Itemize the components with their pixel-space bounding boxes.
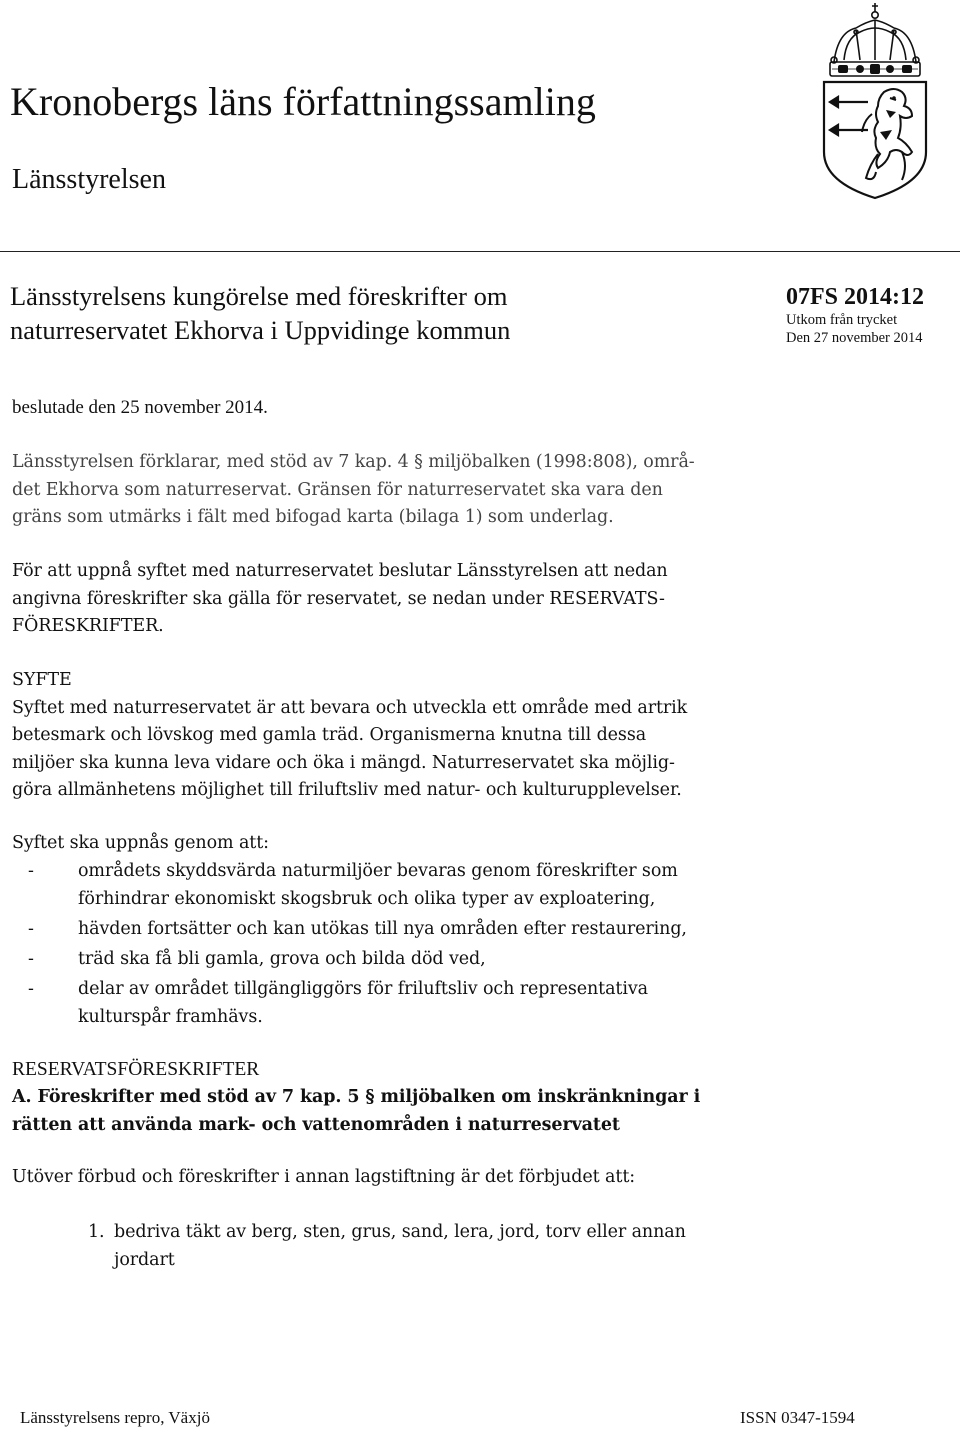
prohibited-list — [0, 1219, 960, 1279]
list-item-text: bedriva täkt av berg, sten, grus, sand, lera, jord, torv eller annan — [114, 1222, 686, 1242]
syfte-means-intro: Syftet ska uppnås genom att: — [12, 833, 269, 853]
reservat-heading: RESERVATSFÖRESKRIFTER — [12, 1059, 260, 1080]
declaration-line: det Ekhorva som naturreservat. Gränsen för naturreservatet ska vara den — [12, 479, 663, 500]
statute-reference — [786, 283, 924, 347]
declaration-paragraph — [12, 449, 695, 532]
issuer-name: Länsstyrelsen — [12, 164, 166, 195]
regulation-subject — [10, 279, 510, 347]
purpose-intro-line: FÖRESKRIFTER. — [12, 616, 164, 636]
syfte-means-list — [0, 858, 960, 1038]
syfte-section — [12, 667, 687, 805]
publication-date: Den 27 november 2014 — [786, 330, 923, 346]
footer-printer: Länsstyrelsens repro, Växjö — [20, 1408, 210, 1427]
declaration-line: Länsstyrelsen förklarar, med stöd av 7 kap. 4 § miljöbalken (1998:808), områ- — [12, 452, 695, 472]
statute-number: 07FS 2014:12 — [786, 284, 924, 310]
list-item-text: jordart — [114, 1249, 175, 1270]
section-a-heading — [12, 1084, 700, 1139]
purpose-intro-line: För att uppnå syftet med naturreservatet beslutar Länsstyrelsen att nedan — [12, 561, 668, 581]
purpose-intro-paragraph — [12, 558, 668, 641]
list-number: 1. — [88, 1222, 105, 1242]
printed-note: Utkom från trycket — [786, 312, 898, 328]
list-item-text: träd ska få bli gamla, grova och bilda död ved, — [78, 949, 486, 969]
decision-date: beslutade den 25 november 2014. — [12, 397, 268, 418]
section-a-line: A. Föreskrifter med stöd av 7 kap. 5 § miljöbalken om inskränkningar i — [12, 1087, 701, 1107]
syfte-line: betesmark och lövskog med gamla träd. Organismerna knutna till dessa — [12, 725, 647, 745]
subject-line-1: Länsstyrelsens kungörelse med föreskrifter om — [10, 281, 508, 311]
list-item-text: delar av området tillgängliggörs för friluftsliv och representativa — [78, 979, 648, 999]
syfte-line: göra allmänhetens möjlighet till friluftsliv med natur- och kulturupplevelser. — [12, 780, 682, 800]
list-item-text: kulturspår framhävs. — [78, 1006, 263, 1027]
declaration-line: gräns som utmärks i fält med bifogad karta (bilaga 1) som underlag. — [12, 507, 614, 527]
header-divider — [0, 251, 960, 252]
syfte-line: miljöer ska kunna leva vidare och öka i mängd. Naturreservatet ska möjlig- — [12, 752, 675, 773]
syfte-line: Syftet med naturreservatet är att bevara och utveckla ett område med artrik — [12, 697, 688, 718]
list-dash: - — [28, 861, 34, 881]
prohibited-intro: Utöver förbud och föreskrifter i annan lagstiftning är det förbjudet att: — [12, 1167, 636, 1187]
list-item-text: områdets skyddsvärda naturmiljöer bevaras genom föreskrifter som — [78, 861, 678, 881]
kronoberg-coat-of-arms-icon — [816, 2, 934, 200]
section-a-line: rätten att använda mark- och vattenområden i naturreservatet — [12, 1114, 620, 1135]
purpose-intro-line: angivna föreskrifter ska gälla för reservatet, se nedan under RESERVATS- — [12, 588, 665, 609]
list-dash: - — [28, 979, 34, 999]
syfte-heading: SYFTE — [12, 670, 72, 690]
list-item-text: förhindrar ekonomiskt skogsbruk och olika typer av exploatering, — [78, 888, 656, 909]
list-dash: - — [28, 949, 34, 969]
subject-line-2: naturreservatet Ekhorva i Uppvidinge kommun — [10, 315, 511, 345]
footer-issn: ISSN 0347-1594 — [740, 1408, 855, 1427]
list-item-text: hävden fortsätter och kan utökas till nya områden efter restaurering, — [78, 919, 687, 939]
document-title: Kronobergs läns författningssamling — [10, 79, 596, 124]
list-dash: - — [28, 919, 34, 939]
